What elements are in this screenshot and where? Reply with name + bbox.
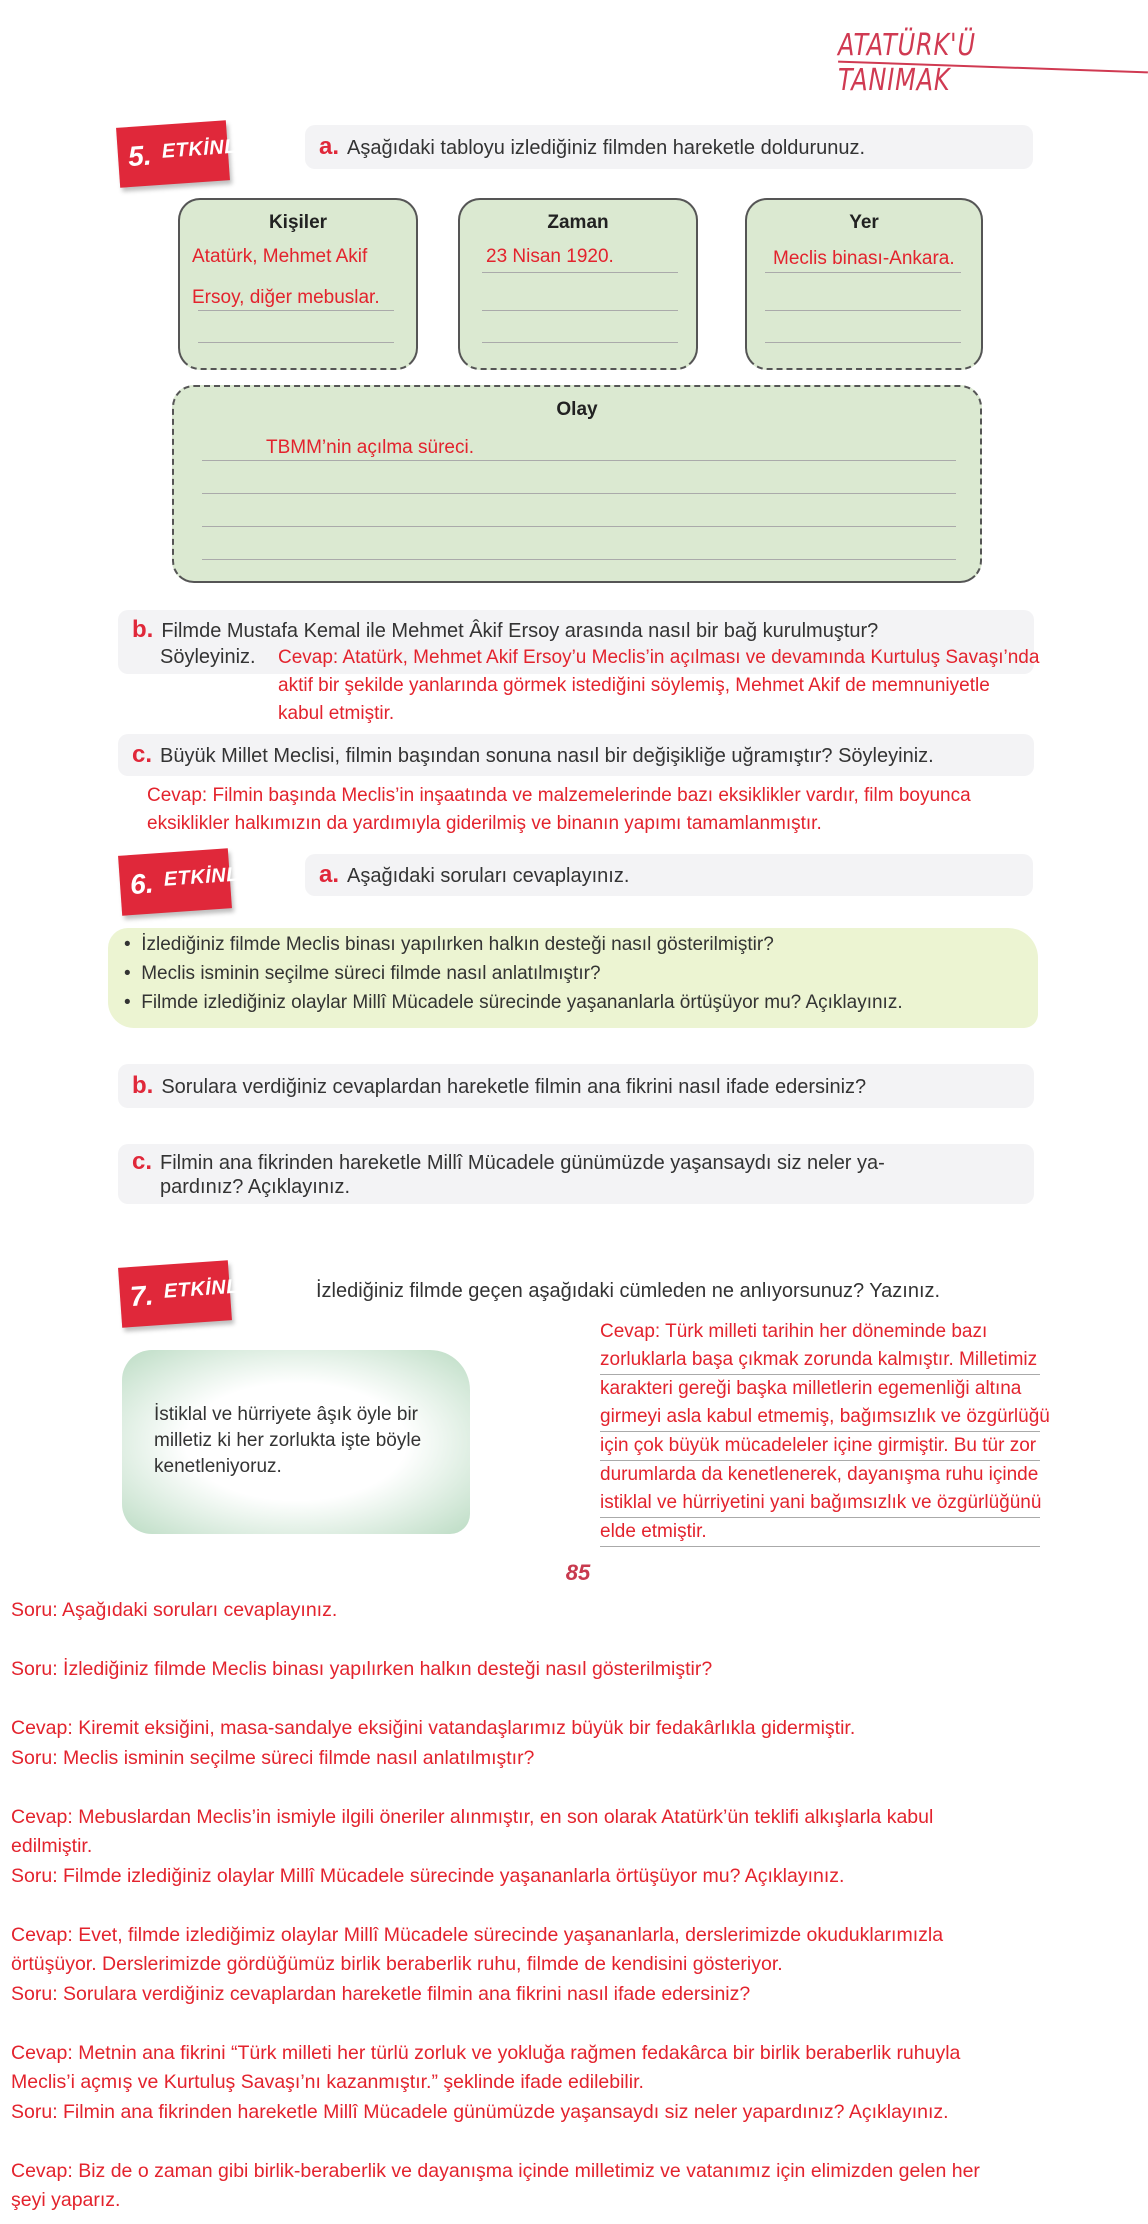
answer-line: Cevap: Mebuslardan Meclis’in ismiyle ilgili öneriler alınmıştır, en son olarak Atatürk’ün teklifi alkışlarla kabul bbox=[11, 1805, 934, 1828]
answer-line: şeyi yaparız. bbox=[11, 2189, 121, 2211]
answer-line: Cevap: Biz de o zaman gibi birlik-beraberlik ve dayanışma içinde milletimiz ve vatanımız için elimizden gelen her bbox=[11, 2159, 980, 2182]
qa-text-block bbox=[11, 1596, 1141, 2216]
question-text: pardınız? Açıklayınız. bbox=[160, 1176, 351, 1198]
question-text: Filmde Mustafa Kemal ile Mehmet Âkif Ersoy arasında nasıl bir bağ kurulmuştur? bbox=[161, 620, 879, 642]
write-line bbox=[765, 342, 961, 343]
answer-line: aktif bir şekilde yanlarında görmek istediğini söylemiş, Mehmet Akif de memnuniyetle bbox=[278, 675, 990, 696]
answer-line: zorluklarla başa çıkmak zorunda kalmıştır. Milletimiz bbox=[600, 1346, 1040, 1375]
write-line bbox=[765, 272, 961, 273]
activity-7-answer[interactable] bbox=[600, 1318, 1050, 1547]
answer-line: Cevap: Metnin ana fikrini “Türk milleti her türlü zorluk ve yokluğa rağmen fedakârca bir birlik beraberlik ruhuyla bbox=[11, 2041, 961, 2064]
page-header-title: ATATÜRK'Ü TANIMAK bbox=[838, 28, 976, 98]
answer-line: Cevap: Kiremit eksiğini, masa-sandalye eksiğini vatandaşlarımız büyük bir fedakârlıkla gidermiştir. bbox=[11, 1717, 856, 1739]
write-line bbox=[482, 342, 678, 343]
answer-line: eksiklikler halkımızın da yardımıyla giderilmiş ve binanın yapımı tamamlanmıştır. bbox=[147, 813, 822, 834]
answer-text[interactable]: Meclis binası-Ankara. bbox=[773, 248, 955, 269]
question-item: • İzlediğiniz filmde Meclis binası yapılırken halkın desteği nasıl gösterilmiştir? bbox=[124, 934, 774, 955]
activity-label: ETKİNLİK bbox=[161, 134, 259, 163]
box-title: Kişiler bbox=[268, 212, 328, 233]
activity-label: ETKİNLİK bbox=[163, 1274, 261, 1303]
activity-6-ribbon bbox=[118, 848, 261, 916]
question-item: • Filmde izlediğiniz olaylar Millî Mücadele sürecinde yaşananlarla örtüşüyor mu? Açıklayınız. bbox=[124, 992, 903, 1013]
question-text: Meclis isminin seçilme süreci filmde nasıl anlatılmıştır? bbox=[141, 963, 601, 984]
item-letter: b. bbox=[132, 1072, 154, 1099]
item-letter: c. bbox=[132, 1148, 153, 1175]
write-line bbox=[202, 526, 956, 527]
question-item: • Meclis isminin seçilme süreci filmde nasıl anlatılmıştır? bbox=[124, 963, 601, 984]
blank-line bbox=[11, 1773, 1141, 1803]
activity-7-prompt: İzlediğiniz filmde geçen aşağıdaki cümleden ne anlıyorsunuz? Yazınız. bbox=[316, 1280, 941, 1302]
write-line bbox=[482, 310, 678, 311]
answer-line: için çok büyük mücadeleler içine girmiştir. Bu tür zor bbox=[600, 1432, 1040, 1461]
quote-card bbox=[122, 1350, 470, 1534]
activity-5b-answer[interactable] bbox=[278, 644, 1039, 728]
activity-6a-instruction bbox=[305, 854, 1033, 896]
zaman-box bbox=[458, 198, 698, 370]
answer-line: Cevap: Türk milleti tarihin her döneminde bazı bbox=[600, 1321, 988, 1342]
blank-line bbox=[11, 1891, 1141, 1921]
activity-number: 5. bbox=[126, 139, 153, 173]
question-line: Soru: Aşağıdaki soruları cevaplayınız. bbox=[11, 1599, 338, 1621]
box-title: Yer bbox=[849, 212, 879, 233]
quote-text bbox=[154, 1402, 421, 1480]
blank-line bbox=[11, 1685, 1141, 1715]
question-text: Söyleyiniz. bbox=[160, 646, 256, 668]
write-line bbox=[482, 272, 678, 273]
answer-line: Meclis’i açmış ve Kurtuluş Savaşı’nı kazanmıştır.” şeklinde ifade edilebilir. bbox=[11, 2071, 644, 2093]
question-list bbox=[124, 930, 903, 1017]
item-letter: a. bbox=[319, 133, 340, 160]
activity-6c-question bbox=[118, 1144, 1034, 1204]
question-line: Soru: Filmin ana fikrinden hareketle Millî Mücadele günümüzde yaşansaydı siz neler yapardınız? Açıklayınız. bbox=[11, 2100, 949, 2123]
question-line: Soru: Sorulara verdiğiniz cevaplardan hareketle filmin ana fikrini nasıl ifade edersiniz? bbox=[11, 1982, 751, 2005]
answer-line: istiklal ve hürriyetini yani bağımsızlık ve özgürlüğünü bbox=[600, 1489, 1040, 1518]
answer-text[interactable]: Ersoy, diğer mebuslar. bbox=[192, 287, 380, 308]
yer-box bbox=[745, 198, 983, 370]
question-line: Soru: Filmde izlediğiniz olaylar Millî Mücadele sürecinde yaşananlarla örtüşüyor mu? Açıklayınız. bbox=[11, 1864, 845, 1887]
activity-5c-answer[interactable] bbox=[147, 782, 971, 838]
box-title: Olay bbox=[556, 399, 598, 420]
write-line bbox=[202, 460, 956, 461]
item-letter: a. bbox=[319, 861, 340, 888]
answer-line: kabul etmiştir. bbox=[278, 703, 395, 724]
answer-line: edilmiştir. bbox=[11, 1835, 93, 1857]
answer-line: Cevap: Filmin başında Meclis’in inşaatında ve malzemelerinde bazı eksiklikler vardır, film boyunca bbox=[147, 785, 971, 806]
question-line: Soru: Meclis isminin seçilme süreci filmde nasıl anlatılmıştır? bbox=[11, 1746, 535, 1769]
instruction-text: Aşağıdaki soruları cevaplayınız. bbox=[347, 865, 630, 887]
write-line bbox=[202, 559, 956, 560]
instruction-text: Aşağıdaki tabloyu izlediğiniz filmden hareketle doldurunuz. bbox=[347, 137, 866, 159]
box-title: Zaman bbox=[547, 212, 609, 233]
answer-line: girmeyi asla kabul etmemiş, bağımsızlık ve özgürlüğü bbox=[600, 1403, 1040, 1432]
blank-line bbox=[11, 2127, 1141, 2157]
blank-line bbox=[11, 1626, 1141, 1656]
question-text: Büyük Millet Meclisi, filmin başından sonuna nasıl bir değişikliğe uğramıştır? Söyleyiniz. bbox=[160, 745, 934, 767]
answer-text[interactable]: 23 Nisan 1920. bbox=[486, 246, 614, 267]
activity-5-ribbon bbox=[116, 120, 259, 188]
answer-line: elde etmiştir. bbox=[600, 1518, 1040, 1547]
question-text: Filmde izlediğiniz olaylar Millî Mücadele sürecinde yaşananlarla örtüşüyor mu? Açıklayınız. bbox=[141, 992, 903, 1013]
activity-5c-question bbox=[118, 734, 1034, 776]
write-line bbox=[198, 310, 394, 311]
answer-line: örtüşüyor. Derslerimizde gördüğümüz birlik beraberlik ruhu, filmde de kendisini gösteriyor. bbox=[11, 1953, 783, 1975]
activity-7-ribbon bbox=[118, 1260, 261, 1328]
quote-line: milletiz ki her zorlukta işte böyle bbox=[154, 1430, 422, 1451]
write-line bbox=[198, 342, 394, 343]
quote-line: İstiklal ve hürriyete âşık öyle bir bbox=[154, 1404, 418, 1425]
kisiler-box bbox=[178, 198, 418, 370]
activity-label: ETKİNLİK bbox=[163, 862, 261, 891]
question-text: Filmin ana fikrinden hareketle Millî Mücadele günümüzde yaşansaydı siz neler ya- bbox=[160, 1152, 885, 1174]
item-letter: c. bbox=[132, 741, 153, 768]
olay-box bbox=[172, 385, 982, 583]
answer-line: Cevap: Atatürk, Mehmet Akif Ersoy’u Meclis’in açılması ve devamında Kurtuluş Savaşı’nda bbox=[278, 647, 1040, 668]
activity-6b-question bbox=[118, 1064, 1034, 1108]
answer-text[interactable]: TBMM’nin açılma süreci. bbox=[266, 437, 474, 458]
question-line: Soru: İzlediğiniz filmde Meclis binası yapılırken halkın desteği nasıl gösterilmiştir? bbox=[11, 1658, 713, 1680]
activity-number: 6. bbox=[128, 867, 155, 901]
write-line bbox=[202, 493, 956, 494]
item-letter: b. bbox=[132, 616, 154, 643]
page-number: 85 bbox=[565, 1560, 591, 1585]
activity-5a-instruction bbox=[305, 125, 1033, 169]
question-text: Sorulara verdiğiniz cevaplardan hareketle filmin ana fikrini nasıl ifade edersiniz? bbox=[161, 1076, 867, 1098]
quote-line: kenetleniyoruz. bbox=[154, 1456, 282, 1477]
blank-line bbox=[11, 2009, 1141, 2039]
answer-line: Cevap: Evet, filmde izlediğimiz olaylar Millî Mücadele sürecinde yaşananlarla, derslerimizde okuduklarımızla bbox=[11, 1923, 944, 1946]
answer-line: karakteri gereği başka milletlerin egemenliği altına bbox=[600, 1378, 1022, 1399]
question-text: İzlediğiniz filmde Meclis binası yapılırken halkın desteği nasıl gösterilmiştir? bbox=[141, 934, 774, 955]
answer-line: durumlarda da kenetlenerek, dayanışma ruhu içinde bbox=[600, 1464, 1039, 1485]
write-line bbox=[765, 310, 961, 311]
activity-number: 7. bbox=[128, 1279, 155, 1313]
answer-text[interactable]: Atatürk, Mehmet Akif bbox=[192, 246, 368, 267]
